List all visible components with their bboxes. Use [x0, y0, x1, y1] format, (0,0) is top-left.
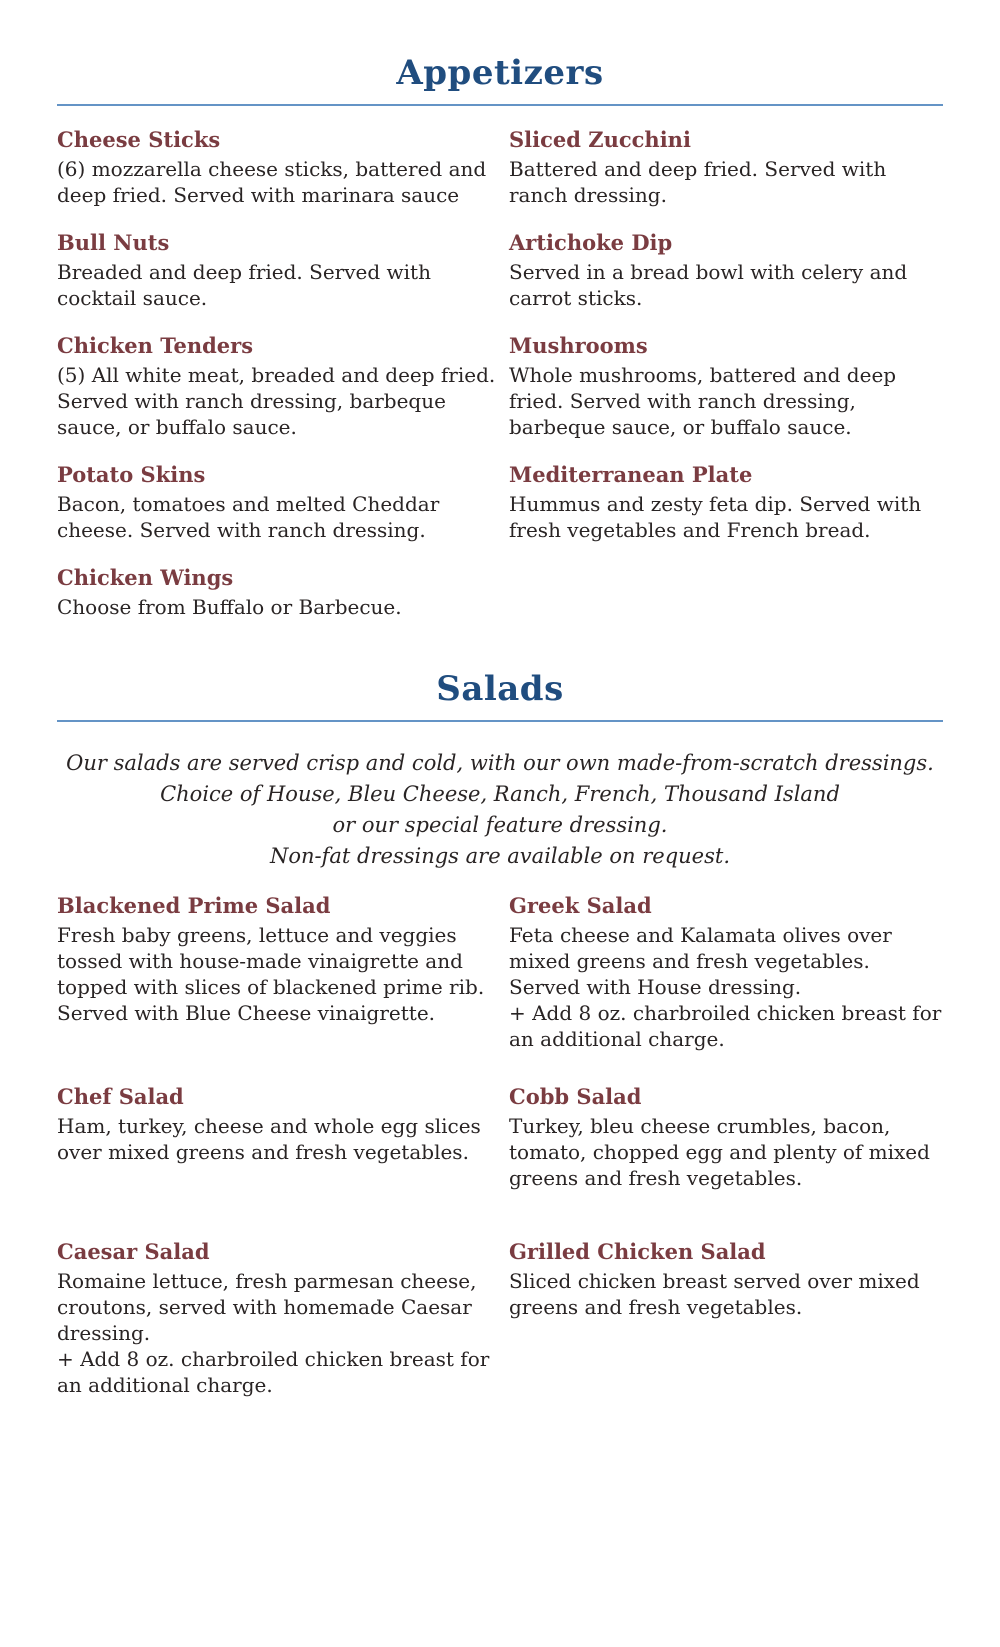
salads-section [57, 668, 943, 1398]
item-addon-note: + Add 8 oz. charbroiled chicken breast for an additional charge. [57, 1347, 490, 1397]
item-description: (6) mozzarella cheese sticks, battered and deep fried. Served with marinara sauce [57, 157, 487, 207]
salads-intro-line: Our salads are served crisp and cold, with our own made-from-scratch dressings. [66, 751, 934, 775]
menu-item-artichoke-dip [509, 230, 943, 311]
menu-item-grilled-chicken-salad [509, 1239, 943, 1398]
item-name: Greek Salad [509, 893, 652, 918]
item-description: Fresh baby greens, lettuce and veggies tossed with house-made vinaigrette and topped with slices of blackened prime rib. Served with Blue Cheese vinaigrette. [57, 923, 485, 1025]
item-name: Bull Nuts [57, 230, 170, 255]
item-name: Chicken Wings [57, 565, 234, 590]
item-description: Bacon, tomatoes and melted Cheddar cheese. Served with ranch dressing. [57, 492, 440, 542]
menu-row [57, 1239, 943, 1398]
menu-item-bull-nuts [57, 230, 497, 311]
menu-item-greek-salad [509, 893, 943, 1052]
menu-item-sliced-zucchini [509, 127, 943, 208]
item-description: Choose from Buffalo or Barbecue. [57, 595, 402, 619]
item-description: Served in a bread bowl with celery and carrot sticks. [509, 260, 908, 310]
menu-row [57, 462, 943, 543]
salads-items [57, 893, 943, 1398]
salads-intro [57, 748, 943, 872]
item-description: Turkey, bleu cheese crumbles, bacon, tomato, chopped egg and plenty of mixed greens and fresh vegetables. [509, 1114, 930, 1190]
item-description: Hummus and zesty feta dip. Served with fresh vegetables and French bread. [509, 492, 922, 542]
appetizers-section [57, 52, 943, 620]
item-addon-note: + Add 8 oz. charbroiled chicken breast for an additional charge. [509, 1001, 942, 1051]
salads-divider [57, 720, 943, 722]
item-name: Mushrooms [509, 333, 648, 358]
item-name: Chef Salad [57, 1084, 184, 1109]
menu-item-cobb-salad [509, 1084, 943, 1191]
item-name: Caesar Salad [57, 1239, 210, 1264]
item-name: Sliced Zucchini [509, 127, 691, 152]
item-description: Feta cheese and Kalamata olives over mixed greens and fresh vegetables. Served with House dressing. [509, 923, 892, 999]
item-name: Cobb Salad [509, 1084, 642, 1109]
menu-item-potato-skins [57, 462, 497, 543]
item-name: Potato Skins [57, 462, 206, 487]
item-description: Battered and deep fried. Served with ranch dressing. [509, 157, 887, 207]
salads-intro-line: Non-fat dressings are available on request. [269, 844, 731, 868]
menu-item-caesar-salad [57, 1239, 497, 1398]
menu-item-chicken-tenders [57, 333, 497, 440]
appetizers-divider [57, 104, 943, 106]
menu-row [57, 893, 943, 1052]
menu-item-empty [509, 565, 943, 620]
menu-item-blackened-prime-salad [57, 893, 497, 1052]
salads-intro-line: Choice of House, Bleu Cheese, Ranch, French, Thousand Island [160, 782, 840, 806]
menu-item-chicken-wings [57, 565, 497, 620]
menu-row [57, 565, 943, 620]
item-description: Whole mushrooms, battered and deep fried. Served with ranch dressing, barbeque sauce, or buffalo sauce. [509, 363, 897, 439]
item-description: Ham, turkey, cheese and whole egg slices over mixed greens and fresh vegetables. [57, 1114, 481, 1164]
menu-item-mediterranean-plate [509, 462, 943, 543]
item-name: Cheese Sticks [57, 127, 221, 152]
menu-row [57, 230, 943, 311]
item-description: (5) All white meat, breaded and deep fried. Served with ranch dressing, barbeque sauce, or buffalo sauce. [57, 363, 496, 439]
item-description: Sliced chicken breast served over mixed greens and fresh vegetables. [509, 1269, 920, 1319]
salads-intro-line: or our special feature dressing. [332, 813, 668, 837]
menu-row [57, 333, 943, 440]
item-name: Blackened Prime Salad [57, 893, 331, 918]
item-name: Mediterranean Plate [509, 462, 753, 487]
menu-item-chef-salad [57, 1084, 497, 1191]
appetizers-items [57, 127, 943, 620]
menu-row [57, 127, 943, 208]
item-description: Romaine lettuce, fresh parmesan cheese, croutons, served with homemade Caesar dressing. [57, 1269, 477, 1345]
menu-row [57, 1084, 943, 1191]
item-name: Artichoke Dip [509, 230, 673, 255]
item-name: Chicken Tenders [57, 333, 254, 358]
menu-item-mushrooms [509, 333, 943, 440]
menu-item-cheese-sticks [57, 127, 497, 208]
item-description: Breaded and deep fried. Served with cocktail sauce. [57, 260, 431, 310]
salads-title: Salads [436, 669, 564, 709]
item-name: Grilled Chicken Salad [509, 1239, 766, 1264]
appetizers-title: Appetizers [396, 53, 604, 93]
